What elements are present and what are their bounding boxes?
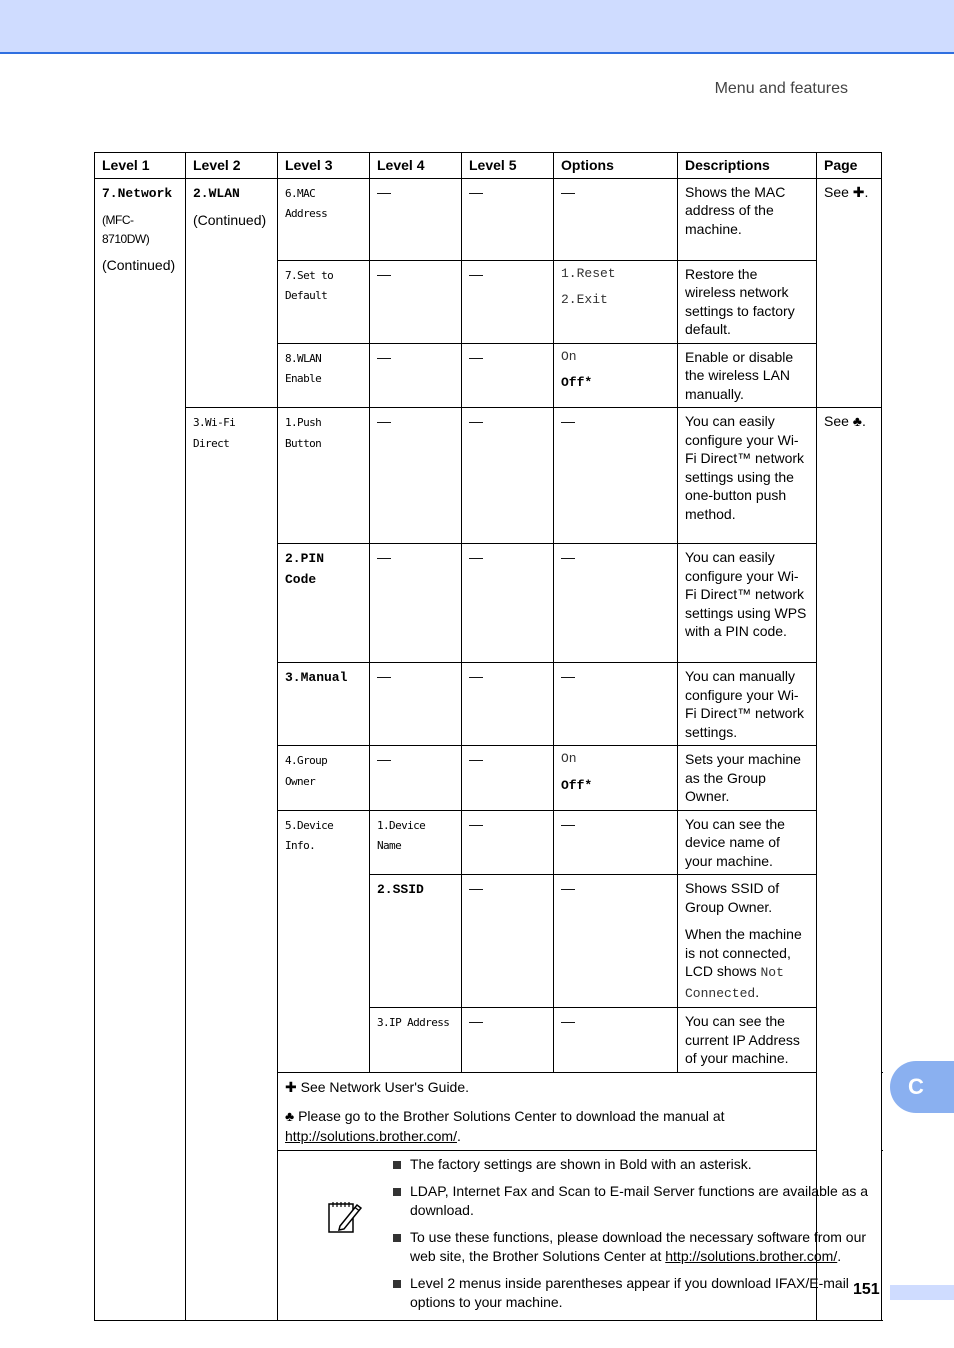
dash: — [370, 544, 462, 663]
description-end: . [755, 983, 760, 1000]
solutions-center-link[interactable]: http://solutions.brother.com/ [285, 1127, 457, 1144]
dash: — [462, 1008, 554, 1073]
options-cell [554, 260, 678, 343]
dash: — [370, 663, 462, 746]
level2-wlan-cell [186, 178, 278, 408]
column-header: Page [817, 153, 882, 179]
column-header: Descriptions [678, 153, 817, 179]
footnote-club-end: . [456, 1127, 461, 1144]
level2-wifi-direct: 3.Wi-Fi Direct [193, 416, 236, 450]
description: You can easily configure your Wi-Fi Direct™ network settings using the one-button push method. [678, 408, 817, 544]
description: Sets your machine as the Group Owner. [678, 746, 817, 811]
note-list [285, 1155, 874, 1312]
level3-item: 2.PIN Code [285, 551, 325, 587]
level4-item: 2.SSID [377, 882, 424, 897]
dash: — [554, 1008, 678, 1073]
description: Shows SSID of Group Owner. [685, 880, 780, 915]
level3-item: 3.Manual [285, 670, 348, 685]
note-item [390, 1228, 874, 1266]
footnote-cell [278, 1072, 882, 1150]
footnote-plus: ✚ See Network User's Guide. [285, 1078, 470, 1095]
description: Restore the wireless network settings to factory default. [678, 260, 817, 343]
table-row [95, 178, 882, 260]
column-header: Options [554, 153, 678, 179]
description: You can easily configure your Wi-Fi Direct™ network settings using WPS with a PIN code. [678, 544, 817, 663]
description: You can see the current IP Address of your machine. [678, 1008, 817, 1073]
options-cell [554, 343, 678, 408]
level2-wlan: 2.WLAN [193, 185, 240, 201]
menu-table [94, 152, 882, 1321]
note-end: . [837, 1247, 842, 1264]
note-item: Level 2 menus inside parentheses appear if you download IFAX/E-mail options to your machine. [390, 1274, 874, 1312]
note-item: The factory settings are shown in Bold with an asterisk. [390, 1155, 874, 1174]
dash: — [370, 408, 462, 544]
dash: — [462, 408, 554, 544]
level3-item: 4.Group Owner [285, 754, 328, 788]
description: Enable or disable the wireless LAN manually. [678, 343, 817, 408]
option-default: Off* [561, 777, 593, 793]
table-row [95, 408, 882, 544]
lcd-message: Not Connected [685, 965, 784, 1001]
level1-cell [95, 178, 186, 1320]
page-ref-wlan: See ✚. [817, 178, 882, 408]
description: You can manually configure your Wi-Fi Direct™ network settings. [678, 663, 817, 746]
column-header: Level 5 [462, 153, 554, 179]
footnote-club-text: ♣ Please go to the Brother Solutions Center to download the manual at [285, 1107, 725, 1124]
column-header: Level 1 [95, 153, 186, 179]
level4-item: 3.IP Address [377, 1016, 450, 1029]
dash: — [370, 260, 462, 343]
solutions-center-link[interactable]: http://solutions.brother.com/ [665, 1247, 838, 1264]
appendix-tab-label: C [908, 1074, 924, 1099]
level2-wifi-direct-cell [186, 408, 278, 1321]
dash: — [370, 746, 462, 811]
dash: — [554, 408, 678, 544]
note-text: To use these functions, please download the necessary software from our web site, the Brother Solutions Center at [410, 1228, 867, 1264]
dash: — [554, 810, 678, 875]
dash: — [554, 663, 678, 746]
dash: — [370, 343, 462, 408]
dash: — [462, 746, 554, 811]
level3-item: 8.WLAN Enable [285, 351, 322, 385]
option-value: On [561, 751, 577, 766]
option-value: On [561, 348, 577, 364]
column-header: Level 3 [278, 153, 370, 179]
dash: — [554, 544, 678, 663]
dash: — [462, 343, 554, 408]
column-header: Level 4 [370, 153, 462, 179]
option-default: Off* [561, 375, 593, 390]
page-number: 151 [853, 1281, 880, 1298]
dash: — [554, 178, 678, 260]
page-number-bar [890, 1285, 954, 1300]
description: Shows the MAC address of the machine. [678, 178, 817, 260]
option-value: 2.Exit [561, 292, 608, 307]
column-header: Level 2 [186, 153, 278, 179]
level3-item: 5.Device Info. [285, 818, 334, 852]
description-extra-text: When the machine is not connected, LCD shows [685, 926, 802, 979]
dash: — [462, 663, 554, 746]
section-title: Menu and features [714, 80, 848, 97]
footnote-club [285, 1106, 874, 1146]
description: You can see the device name of your machine. [678, 810, 817, 875]
dash: — [462, 810, 554, 875]
note-cell [278, 1150, 882, 1320]
description-cell [678, 875, 817, 1008]
header-band [0, 0, 954, 54]
level3-item: 1.Push Button [285, 416, 322, 450]
dash: — [462, 544, 554, 663]
dash: — [554, 875, 678, 1008]
appendix-tab[interactable] [890, 1061, 954, 1113]
description-extra [685, 925, 809, 1003]
dash: — [462, 178, 554, 260]
note-pencil-icon [326, 1199, 362, 1235]
level4-item: 1.Device Name [377, 818, 426, 852]
options-cell [554, 746, 678, 811]
level1-model: (MFC-8710DW) [102, 213, 150, 246]
option-value: 1.Reset [561, 265, 616, 281]
note-item: LDAP, Internet Fax and Scan to E-mail Server functions are available as a download. [390, 1182, 874, 1220]
page-ref-wifi: See ♣. [817, 408, 882, 1321]
level1-network: 7.Network [102, 185, 173, 201]
dash: — [370, 178, 462, 260]
dash: — [462, 260, 554, 343]
level3-item: 7.Set to Default [285, 268, 334, 302]
dash: — [462, 875, 554, 1008]
level3-item: 6.MAC Address [285, 186, 328, 220]
level2-wlan-continued: (Continued) [193, 212, 267, 228]
table-header-row [95, 153, 882, 179]
level1-continued: (Continued) [102, 257, 176, 273]
